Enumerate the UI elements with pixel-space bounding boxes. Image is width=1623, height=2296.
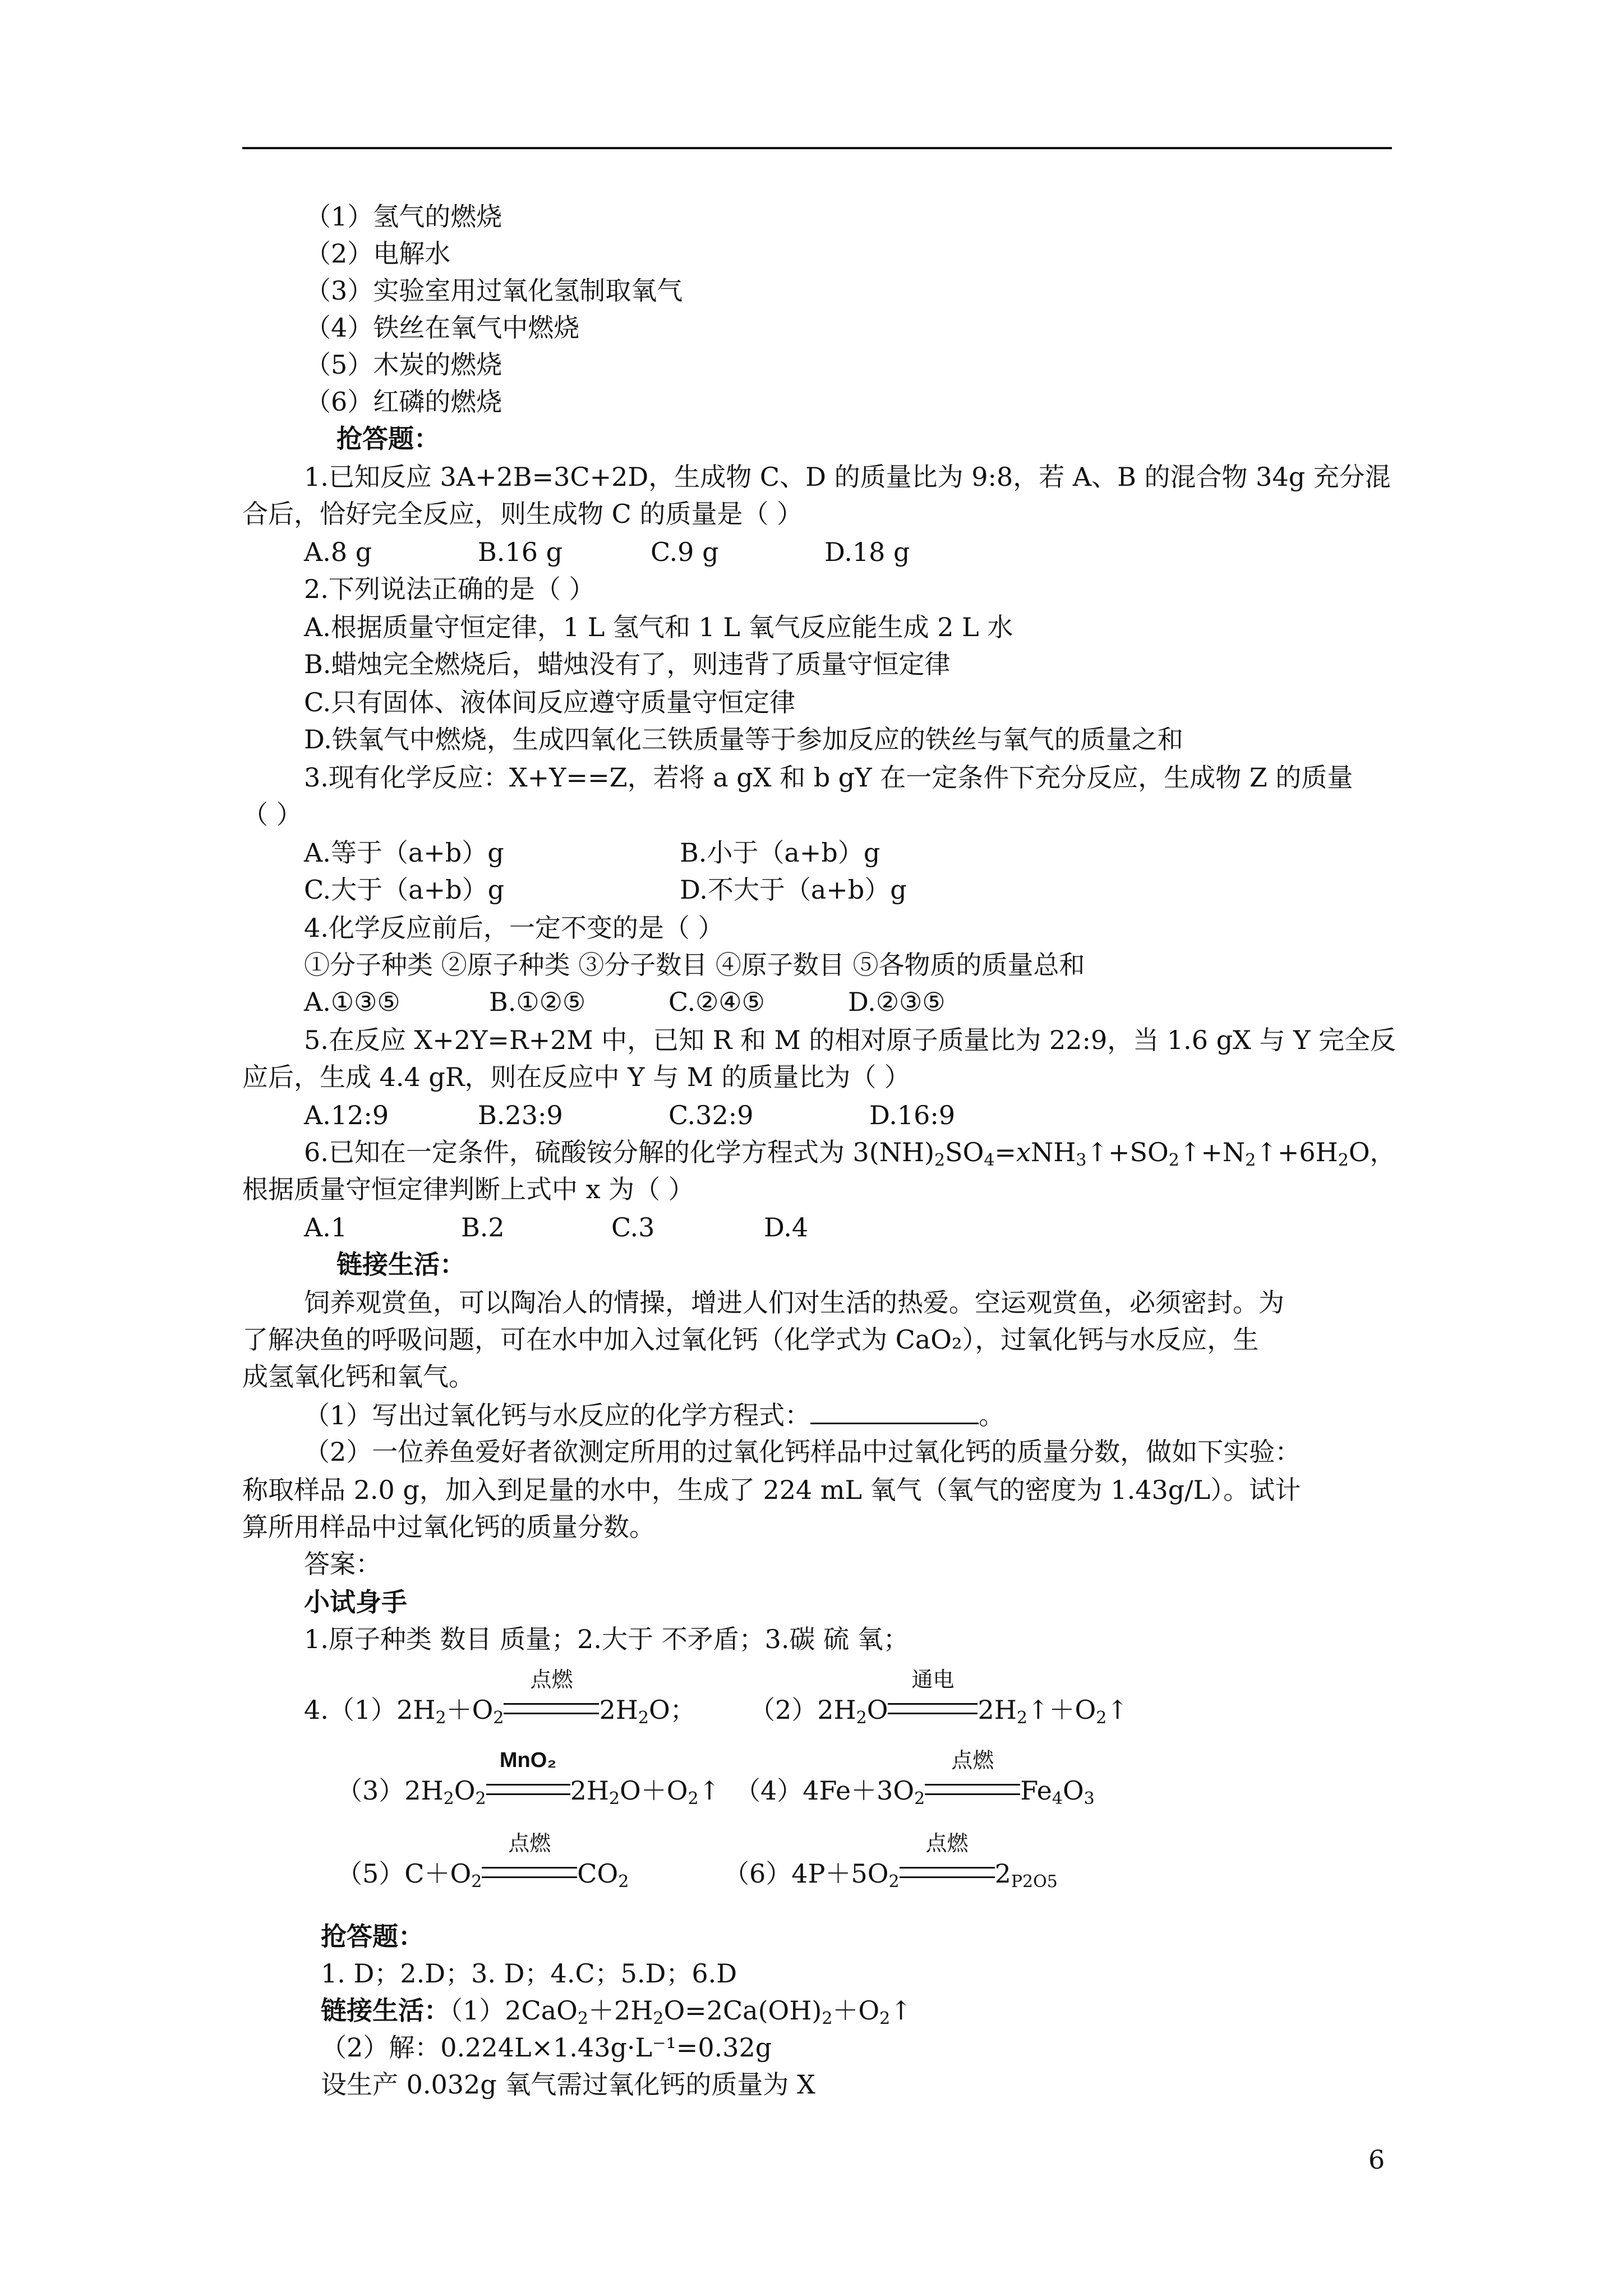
item-5: （5）木炭的燃烧 [305, 349, 502, 380]
answers-qiangda: 1. D；2.D；3. D；4.C；5.D；6.D [321, 1958, 737, 1989]
q4-option-a: A.①③⑤ [304, 987, 400, 1017]
answers-label: 答案： [304, 1549, 381, 1579]
section-heading-life: 链接生活： [336, 1249, 465, 1280]
answers-life-1: 链接生活：$(1)2CaO_2+2H_2O=2Ca(OH)_2+O_2↑$ [321, 1995, 912, 2028]
q1-line1: 1.已知反应 3A+2B=3C+2D，生成物 C、D 的质量比为 9:8，若 A、B 的混合物 34g 充分混 [304, 462, 1391, 492]
q4-choices: ①分子种类 ②原子种类 ③分子数目 ④原子数目 ⑤各物质的质量总和 [304, 950, 1085, 980]
q5-option-d: D.16:9 [869, 1100, 956, 1130]
q6-option-b: B.2 [461, 1212, 505, 1243]
answer-blank [810, 1398, 979, 1424]
answers-life-2: （2）解：0.224L×1.43g·L⁻¹=0.32g [321, 2032, 772, 2063]
q6-line1: 6.已知在一定条件，硫酸铵分解的化学方程式为 $3(NH)_2SO_4=xNH_3↑+SO_2↑+N_2↑+6H_2O$， [304, 1137, 1396, 1170]
q2-option-c: C.只有固体、液体间反应遵守质量守恒定律 [304, 687, 796, 717]
q2-option-a: A.根据质量守恒定律，1 L 氢气和 1 L 氧气反应能生成 2 L 水 [304, 612, 1013, 642]
life-paragraph-line3: 成氢氧化钙和氧气。 [242, 1361, 474, 1392]
q6-option-d: D.4 [764, 1212, 809, 1243]
life-paragraph-line1: 饲养观赏鱼，可以陶冶人的情操，增进人们对生活的热爱。空运观赏鱼，必须密封。为 [304, 1287, 1284, 1318]
answers-life-3: 设生产 0.032g 氧气需过氧化钙的质量为 X [321, 2069, 815, 2100]
q2-option-b: B.蜡烛完全燃烧后，蜡烛没有了，则违背了质量守恒定律 [304, 649, 951, 679]
equation-2: $(2)2H_2O$ 通电 $2H_2↑+O_2↑$ [749, 1667, 1128, 1728]
item-1: （1）氢气的燃烧 [305, 201, 502, 232]
q5-option-b: B.23:9 [478, 1100, 563, 1130]
q5-option-c: C.32:9 [668, 1100, 754, 1130]
equation-1: $4.(1)2H_2+O_2$ 点燃 $2H_2O$； [304, 1667, 696, 1728]
q3-option-d: D.不大于（a+b）g [680, 875, 907, 905]
q6-line2: 根据质量守恒定律判断上式中 x 为（ ） [242, 1174, 694, 1204]
q5-line1: 5.在反应 X+2Y=R+2M 中，已知 R 和 M 的相对原子质量比为 22:9，当 1.6 gX 与 Y 完全反 [304, 1025, 1396, 1055]
q1-option-b: B.16 g [478, 537, 563, 567]
item-6: （6）红磷的燃烧 [305, 386, 502, 417]
q4-stem: 4.化学反应前后，一定不变的是（ ） [304, 913, 724, 943]
life-sub2-line3: 算所用样品中过氧化钙的质量分数。 [242, 1512, 655, 1542]
life-paragraph-line2: 了解决鱼的呼吸问题，可在水中加入过氧化钙（化学式为 CaO₂），过氧化钙与水反应，生 [242, 1324, 1259, 1355]
q1-line2: 合后，恰好完全反应，则生成物 C 的质量是（ ） [242, 499, 803, 529]
q6-option-a: A.1 [304, 1212, 348, 1243]
life-sub1: （1）写出过氧化钙与水反应的化学方程式： 。 [304, 1398, 1004, 1432]
q2-option-d: D.铁氧气中燃烧，生成四氧化三铁质量等于参加反应的铁丝与氧气的质量之和 [304, 724, 1183, 754]
life-sub2-line2: 称取样品 2.0 g，加入到足量的水中，生成了 224 mL 氧气（氧气的密度为 1.43g/L）。试计 [242, 1475, 1301, 1505]
q6-option-c: C.3 [611, 1212, 655, 1243]
equation-6: $(6)4P+5O_2$ 点燃 $2_{P2O5}$ [723, 1831, 1058, 1892]
q1-option-c: C.9 g [651, 537, 719, 567]
q3-option-c: C.大于（a+b）g [304, 875, 505, 905]
q5-option-a: A.12:9 [304, 1100, 389, 1130]
equation-3: $(3)2H_2O_2$ MnO₂ $2H_2O+O_2↑$ [336, 1749, 721, 1809]
q2-stem: 2.下列说法正确的是（ ） [304, 574, 595, 604]
q3-line1: 3.现有化学反应：X+Y==Z，若将 a gX 和 b gY 在一定条件下充分反应，生成物 Z 的质量 [304, 762, 1353, 793]
answers-section-try: 小试身手 [304, 1587, 407, 1617]
q3-option-a: A.等于（a+b）g [304, 838, 504, 868]
q1-option-d: D.18 g [824, 537, 910, 567]
item-4: （4）铁丝在氧气中燃烧 [305, 312, 580, 343]
q4-option-b: B.①②⑤ [489, 987, 586, 1017]
q5-line2: 应后，生成 4.4 gR，则在反应中 Y 与 M 的质量比为（ ） [242, 1062, 911, 1092]
answers-section-qiangda: 抢答题： [321, 1921, 424, 1952]
q3-line2: （ ） [242, 799, 302, 830]
q3-option-b: B.小于（a+b）g [680, 838, 880, 868]
header-rule [242, 147, 1392, 149]
q4-option-c: C.②④⑤ [668, 987, 765, 1017]
page-number: 6 [1368, 2145, 1385, 2175]
section-heading-qiangda: 抢答题： [336, 424, 440, 454]
item-3: （3）实验室用过氧化氢制取氧气 [305, 275, 683, 306]
life-sub2-line1: （2）一位养鱼爱好者欲测定所用的过氧化钙样品中过氧化钙的质量分数，做如下实验： [304, 1437, 1301, 1467]
equation-4: $(4)4Fe+3O_2$ 点燃 $Fe_4O_3$ [735, 1748, 1095, 1809]
q1-option-a: A.8 g [304, 537, 372, 567]
item-2: （2）电解水 [305, 238, 451, 269]
answers-line1: 1.原子种类 数目 质量；2.大于 不矛盾；3.碳 硫 氧； [304, 1624, 909, 1654]
equation-5: $(5)C+O_2$ 点燃 $CO_2$ [336, 1831, 629, 1892]
q4-option-d: D.②③⑤ [848, 987, 946, 1017]
